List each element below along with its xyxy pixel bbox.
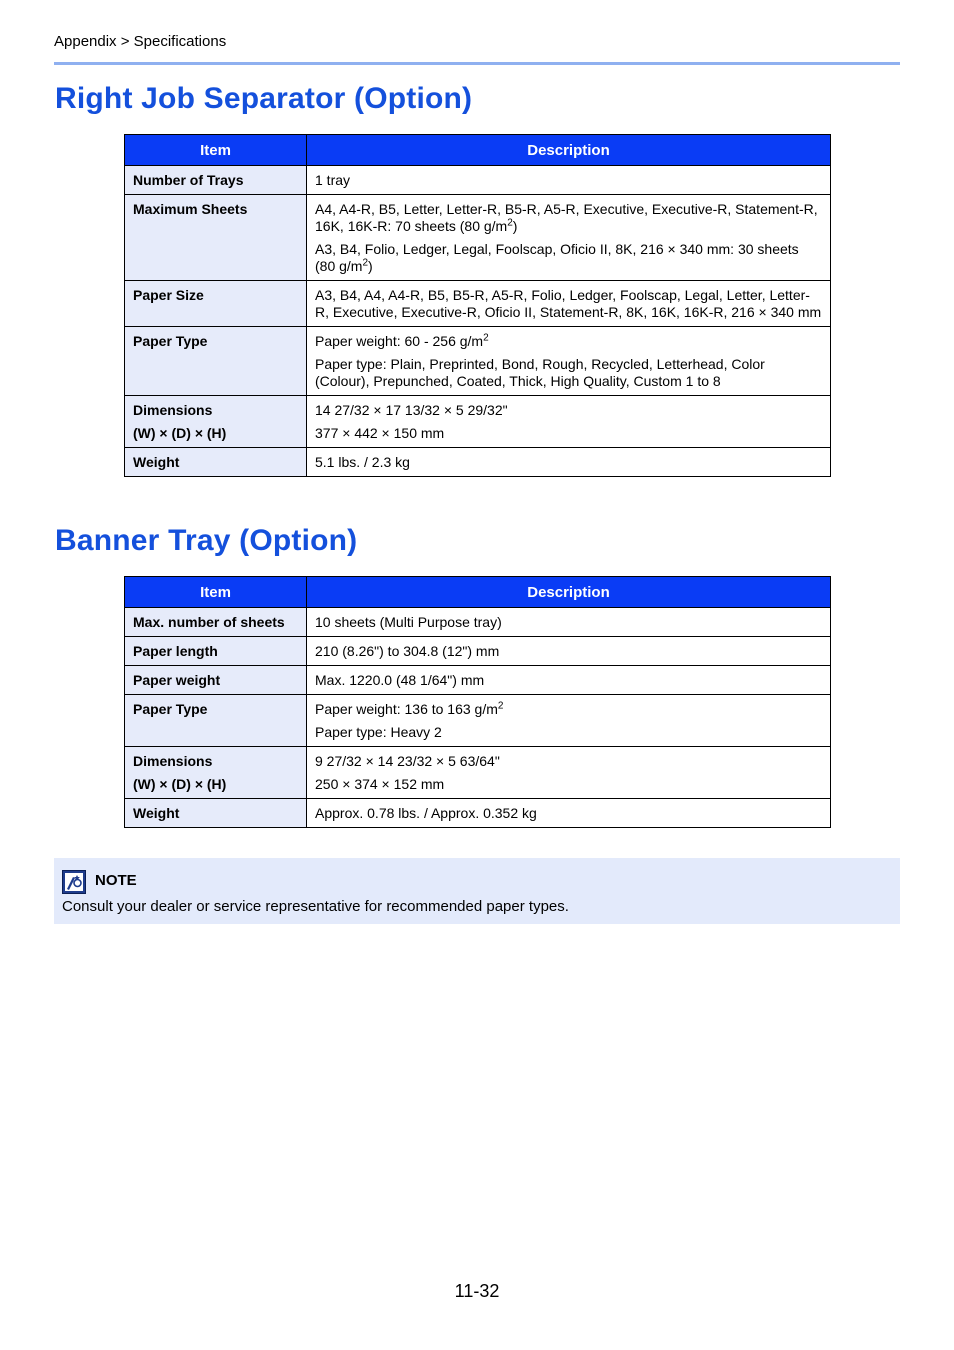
table-row — [125, 396, 831, 448]
item-cell — [125, 281, 307, 327]
note-box — [54, 858, 900, 924]
header-divider — [54, 62, 900, 65]
description-text: A3, B4, Folio, Ledger, Legal, Foolscap, Oficio II, 8K, 216 × 340 mm: 30 sheets (80 $g/m^2$) — [315, 241, 799, 274]
note-title: NOTE — [95, 872, 137, 889]
item-label: Paper Size — [133, 287, 204, 303]
table-row — [125, 608, 831, 637]
column-header-description: Description — [307, 135, 831, 166]
description-text: Paper type: Heavy 2 — [315, 724, 442, 740]
table-row — [125, 747, 831, 799]
note-text: Consult your dealer or service representative for recommended paper types. — [62, 898, 569, 915]
table-row — [125, 195, 831, 281]
table-row — [125, 281, 831, 327]
description-text: 377 × 442 × 150 mm — [315, 425, 445, 441]
section-title-right-job-separator: Right Job Separator (Option) — [55, 82, 473, 115]
description-text: 210 (8.26") to 304.8 (12") mm — [315, 643, 500, 659]
item-label: Paper weight — [133, 672, 221, 688]
description-cell — [307, 799, 831, 828]
table-row — [125, 448, 831, 477]
spec-table-banner-tray — [124, 576, 831, 828]
description-cell — [307, 195, 831, 281]
description-cell — [307, 166, 831, 195]
item-cell — [125, 666, 307, 695]
section-title-banner-tray: Banner Tray (Option) — [55, 524, 358, 557]
note-icon — [62, 870, 86, 894]
item-label: (W) × (D) × (H) — [133, 425, 227, 441]
table-row — [125, 695, 831, 747]
item-cell — [125, 747, 307, 799]
spec-table-right-job-separator — [124, 134, 831, 477]
item-label: Paper Type — [133, 701, 208, 717]
description-cell — [307, 608, 831, 637]
table-row — [125, 666, 831, 695]
description-text: Paper type: Plain, Preprinted, Bond, Rough, Recycled, Letterhead, Color (Colour), Prepunched, Coated, Thick, High Quality, Custom 1 to 8 — [315, 356, 765, 389]
table-row — [125, 166, 831, 195]
table-row — [125, 637, 831, 666]
item-cell — [125, 695, 307, 747]
item-cell — [125, 195, 307, 281]
table-header-row — [125, 135, 831, 166]
description-text: 250 × 374 × 152 mm — [315, 776, 445, 792]
description-cell — [307, 637, 831, 666]
item-label: Maximum Sheets — [133, 201, 248, 217]
item-cell — [125, 396, 307, 448]
description-text: 14 27/32 × 17 13/32 × 5 29/32" — [315, 402, 508, 418]
description-text: Paper weight: 60 - 256 $g/m^2$ — [315, 332, 489, 349]
column-header-description: Description — [307, 577, 831, 608]
item-label: (W) × (D) × (H) — [133, 776, 227, 792]
item-label: Weight — [133, 805, 180, 821]
description-text: Max. 1220.0 (48 1/64") mm — [315, 672, 485, 688]
description-text: 9 27/32 × 14 23/32 × 5 63/64" — [315, 753, 500, 769]
item-label: Paper Type — [133, 333, 208, 349]
table-row — [125, 327, 831, 396]
item-cell — [125, 637, 307, 666]
item-cell — [125, 608, 307, 637]
description-text: Approx. 0.78 lbs. / Approx. 0.352 kg — [315, 805, 537, 821]
table-row — [125, 799, 831, 828]
item-label: Number of Trays — [133, 172, 244, 188]
description-text: 5.1 lbs. / 2.3 kg — [315, 454, 410, 470]
description-cell — [307, 695, 831, 747]
description-cell — [307, 396, 831, 448]
item-label: Weight — [133, 454, 180, 470]
column-header-item: Item — [125, 577, 307, 608]
description-cell — [307, 747, 831, 799]
item-cell — [125, 448, 307, 477]
page-number: 11-32 — [454, 1281, 500, 1301]
item-label: Dimensions — [133, 402, 213, 418]
description-cell — [307, 666, 831, 695]
description-text: A3, B4, A4, A4-R, B5, B5-R, A5-R, Folio, Ledger, Foolscap, Legal, Letter, Letter-R, Executive, Executive-R, Oficio II, Statement-R, 8K, 16K, 16K-R, 216 × 340 mm — [315, 287, 822, 320]
column-header-item: Item — [125, 135, 307, 166]
description-text: A4, A4-R, B5, Letter, Letter-R, B5-R, A5-R, Executive, Executive-R, Statement-R, 16K, 16K-R: 70 sheets (80 $g/m^2$) — [315, 201, 818, 234]
description-text: 1 tray — [315, 172, 351, 188]
item-label: Max. number of sheets — [133, 614, 285, 630]
item-label: Paper length — [133, 643, 218, 659]
breadcrumb: Appendix > Specifications — [54, 33, 227, 50]
item-cell — [125, 799, 307, 828]
item-label: Dimensions — [133, 753, 213, 769]
description-cell — [307, 327, 831, 396]
description-text: 10 sheets (Multi Purpose tray) — [315, 614, 502, 630]
description-cell — [307, 448, 831, 477]
item-cell — [125, 166, 307, 195]
item-cell — [125, 327, 307, 396]
table-header-row — [125, 577, 831, 608]
description-text: Paper weight: 136 to 163 $g/m^2$ — [315, 700, 504, 717]
description-cell — [307, 281, 831, 327]
